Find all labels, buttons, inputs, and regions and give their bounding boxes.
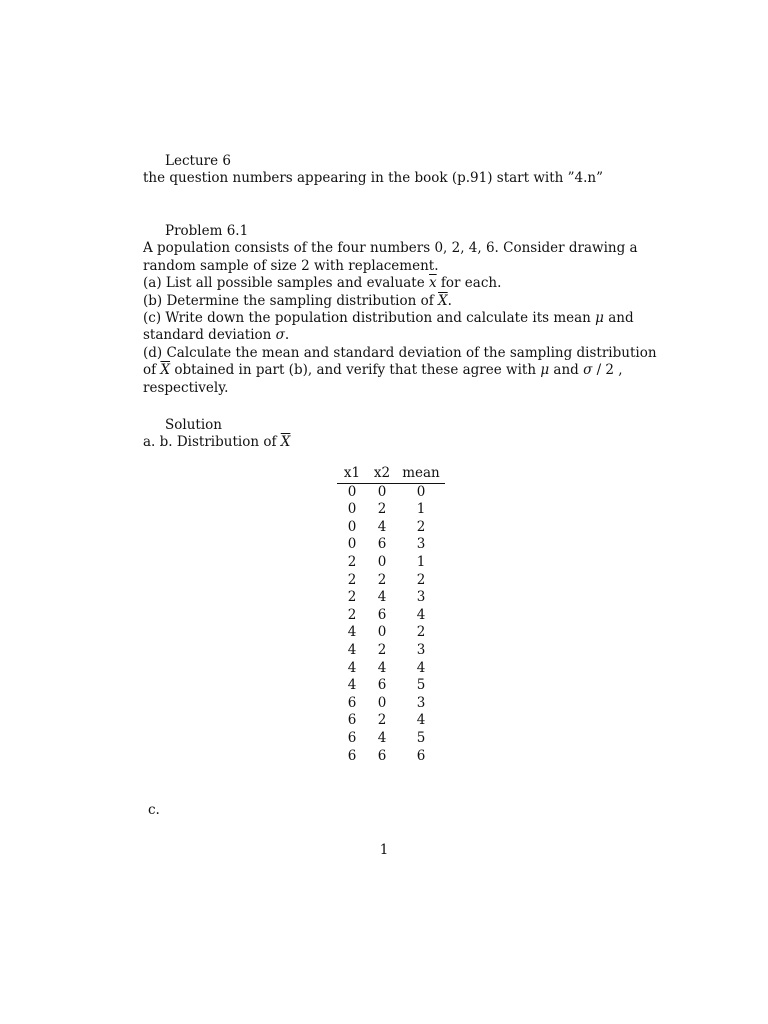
part-c-line2-text: standard deviation — [143, 327, 276, 344]
cell-x2: 2 — [377, 712, 387, 729]
cell-mean: 4 — [416, 659, 426, 676]
cell-x2: 0 — [377, 694, 387, 711]
part-d-line2-mid: obtained in part (b), and verify that these agree with — [170, 362, 541, 379]
problem-part-d-line-2 — [143, 362, 645, 379]
cell-x1: 2 — [347, 553, 357, 570]
part-b-text: (b) Determine the sampling distribution of — [143, 292, 439, 309]
problem-statement — [143, 223, 657, 397]
part-d-line2-mid2: and — [549, 362, 584, 379]
cell-x1: 6 — [347, 729, 357, 746]
problem-intro-line-1: A population consists of the four numbers 0, 2, 4, 6. Consider drawing a — [143, 240, 638, 257]
cell-x2: 2 — [377, 501, 387, 518]
column-header-x1: x1 — [337, 465, 367, 483]
problem-part-b — [143, 293, 645, 310]
cell-x1: 2 — [347, 589, 357, 606]
cell-mean: 6 — [416, 747, 426, 764]
cell-mean: 5 — [416, 729, 426, 746]
table-row — [337, 536, 445, 554]
cell-mean: 2 — [416, 624, 426, 641]
cell-x1: 0 — [347, 483, 357, 500]
cell-mean: 4 — [416, 606, 426, 623]
cell-x1: 6 — [347, 694, 357, 711]
table-row — [337, 589, 445, 607]
table-row — [337, 748, 445, 766]
problem-part-c-line-2 — [143, 327, 645, 344]
cell-mean: 3 — [416, 641, 426, 658]
table-row — [337, 519, 445, 537]
cell-mean: 3 — [416, 694, 426, 711]
table-row — [337, 607, 445, 625]
cell-mean: 0 — [416, 483, 426, 500]
table-row — [337, 730, 445, 748]
cell-mean: 3 — [416, 589, 426, 606]
cell-x2: 0 — [377, 624, 387, 641]
cell-mean: 3 — [416, 536, 426, 553]
cell-x1: 4 — [347, 624, 357, 641]
sampling-distribution-table — [337, 465, 445, 765]
cell-x2: 6 — [377, 677, 387, 694]
cell-x2: 4 — [377, 589, 387, 606]
problem-part-d-line-1: (d) Calculate the mean and standard deviation of the sampling distribution — [143, 344, 657, 361]
cell-x1: 4 — [347, 659, 357, 676]
solution-part-c-label: c. — [148, 802, 160, 818]
table-row — [337, 554, 445, 572]
part-c-text-end: and — [603, 309, 634, 326]
cell-x2: 4 — [377, 729, 387, 746]
part-d-line2-text: of — [143, 362, 161, 379]
problem-part-d-line-3: respectively. — [143, 379, 229, 396]
table-row — [337, 572, 445, 590]
column-header-mean: mean — [397, 465, 445, 483]
cell-x1: 4 — [347, 641, 357, 658]
table-row — [337, 501, 445, 519]
sigma-symbol: σ — [275, 327, 285, 344]
cell-x1: 6 — [347, 712, 357, 729]
solution-ab-text: a. b. Distribution of — [143, 434, 281, 451]
column-header-x2: x2 — [367, 465, 397, 483]
xbar-symbol: $\overline{X}$ — [438, 292, 448, 309]
cell-x2: 6 — [377, 606, 387, 623]
problem-intro-line-2: random sample of size 2 with replacement. — [143, 257, 439, 274]
cell-x2: 4 — [377, 659, 387, 676]
solution-section — [143, 417, 645, 452]
cell-x1: 2 — [347, 606, 357, 623]
solution-ab-heading — [143, 434, 645, 451]
problem-part-a — [143, 275, 645, 292]
table-body — [337, 483, 445, 765]
cell-mean: 2 — [416, 518, 426, 535]
table-row — [337, 624, 445, 642]
xbar-symbol: $\overline{X}$ — [160, 362, 171, 379]
part-a-text: (a) List all possible samples and evaluate — [143, 275, 430, 292]
mu-symbol: μ — [595, 309, 604, 326]
problem-title: Problem 6.1 — [165, 223, 249, 239]
cell-mean: 2 — [416, 571, 426, 588]
part-d-line2-end: / 2 , — [592, 362, 623, 379]
cell-x2: 2 — [377, 641, 387, 658]
cell-x2: 0 — [377, 553, 387, 570]
cell-x2: 0 — [377, 483, 387, 500]
mu-symbol: μ — [540, 362, 550, 379]
cell-x2: 6 — [377, 536, 387, 553]
problem-part-c-line-1 — [143, 310, 645, 327]
cell-mean: 1 — [416, 553, 426, 570]
cell-x1: 2 — [347, 571, 357, 588]
cell-x1: 0 — [347, 501, 357, 518]
sample-mean-symbol: $\overline{x}$ — [429, 275, 437, 292]
table-row — [337, 677, 445, 695]
part-c-text: (c) Write down the population distribution and calculate its mean — [143, 309, 596, 326]
table-row — [337, 483, 445, 501]
lecture-note: the question numbers appearing in the book (p.91) start with ”4.n” — [143, 170, 604, 187]
part-a-text-end: for each. — [436, 275, 502, 292]
table-row — [337, 712, 445, 730]
cell-x2: 2 — [377, 571, 387, 588]
cell-mean: 5 — [416, 677, 426, 694]
part-b-text-end: . — [447, 292, 452, 309]
table-row — [337, 695, 445, 713]
page-number: 1 — [379, 842, 389, 858]
table-header-row — [337, 465, 445, 483]
lecture-header — [143, 153, 645, 188]
cell-x2: 6 — [377, 747, 387, 764]
solution-title: Solution — [165, 417, 222, 433]
cell-x1: 4 — [347, 677, 357, 694]
cell-mean: 1 — [416, 501, 426, 518]
table-row — [337, 642, 445, 660]
cell-mean: 4 — [416, 712, 426, 729]
cell-x1: 6 — [347, 747, 357, 764]
cell-x1: 0 — [347, 536, 357, 553]
cell-x2: 4 — [377, 518, 387, 535]
part-c-line2-end: . — [284, 327, 290, 344]
table-row — [337, 660, 445, 678]
cell-x1: 0 — [347, 518, 357, 535]
lecture-title: Lecture 6 — [165, 153, 231, 169]
xbar-symbol: $\overline{X}$ — [280, 434, 291, 451]
sigma-symbol: σ — [583, 362, 593, 379]
